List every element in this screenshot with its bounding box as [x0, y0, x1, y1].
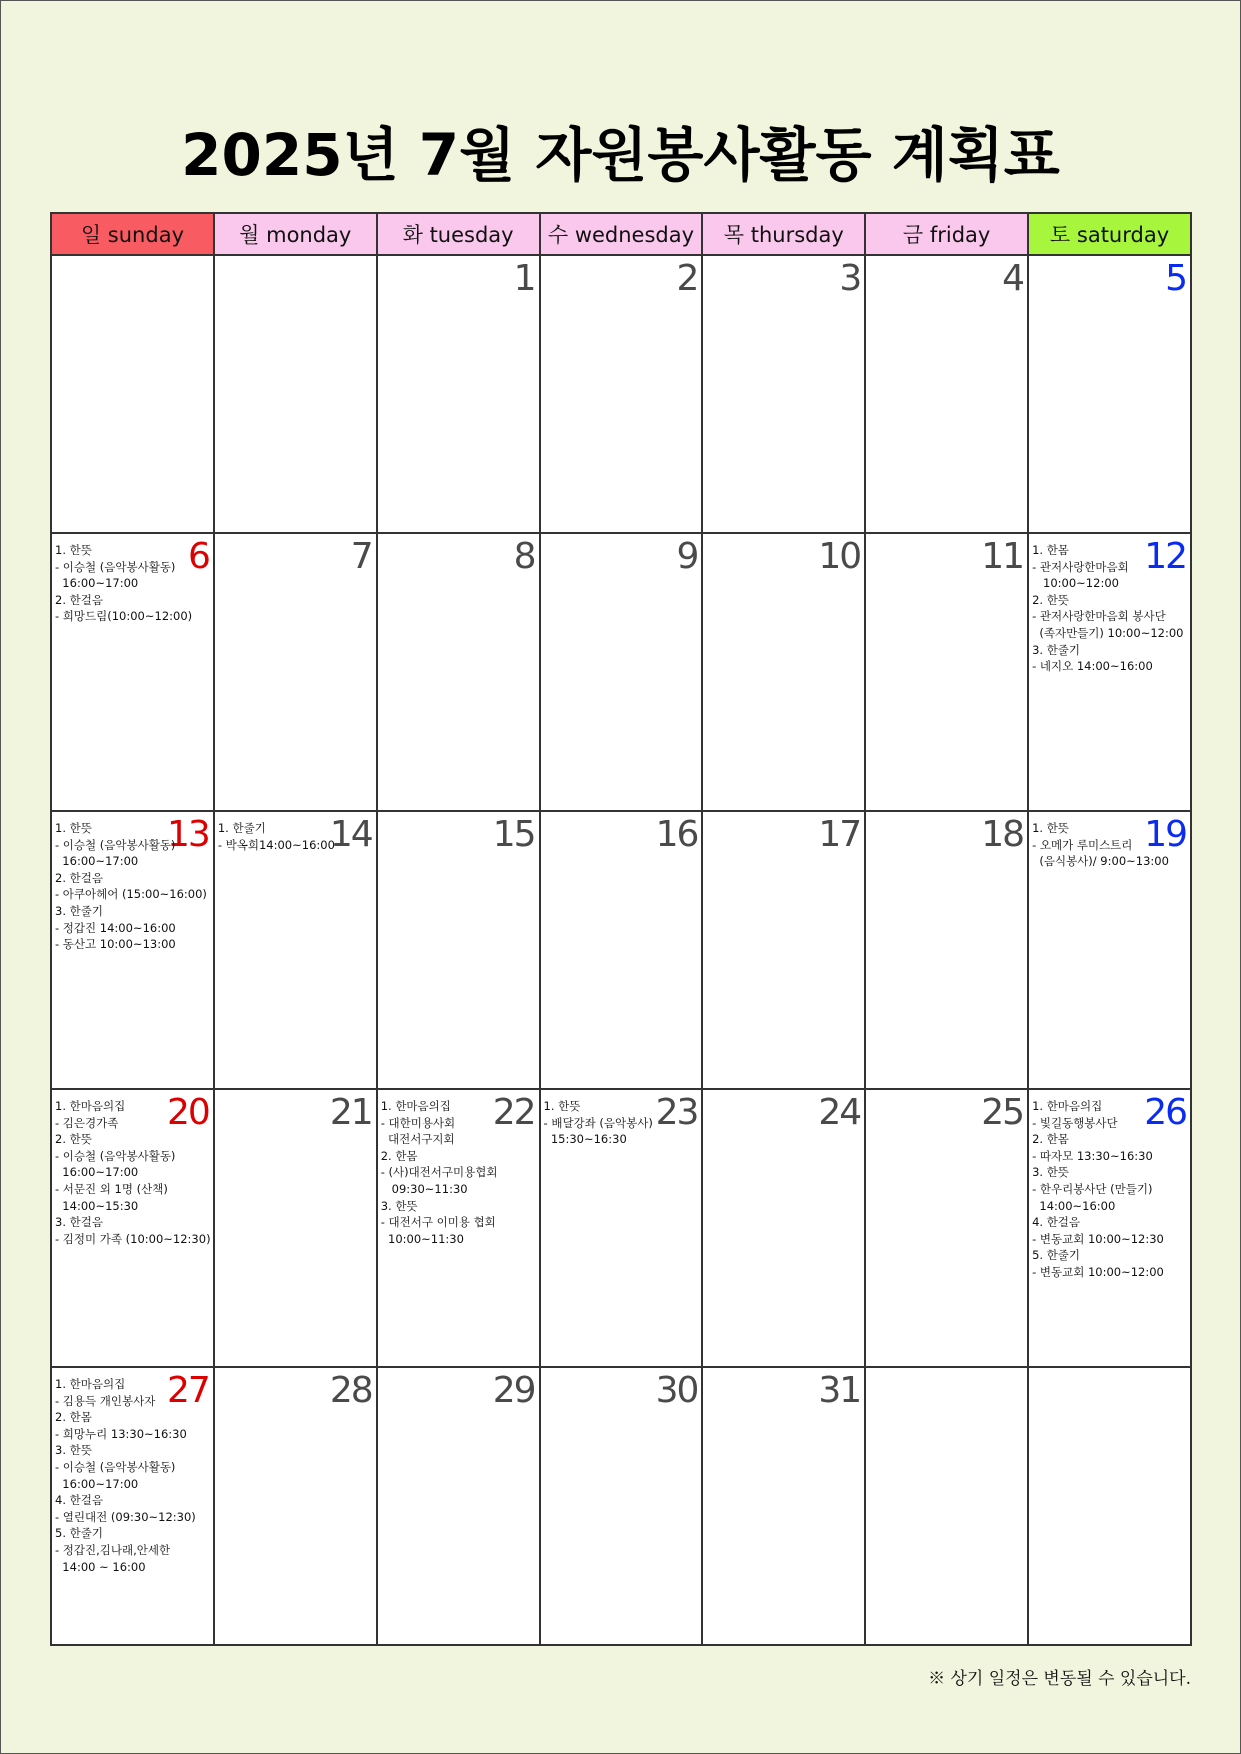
- day-cell: [865, 533, 1028, 811]
- day-cell: [540, 1367, 703, 1645]
- event-line: - 빛길동행봉사단: [1032, 1115, 1118, 1130]
- day-number: 6: [187, 536, 209, 577]
- event-list: [55, 542, 211, 625]
- event-line: 1. 한마음의집: [1032, 1099, 1103, 1113]
- event-line: 1. 한마음의집: [55, 1377, 126, 1391]
- day-number: 18: [981, 814, 1024, 855]
- header-sunday: 일 sunday: [51, 213, 214, 255]
- day-cell-content: [541, 812, 702, 1088]
- event-line: - 이승철 (음악봉사활동): [55, 837, 176, 852]
- day-number: 31: [818, 1370, 861, 1411]
- day-cell-content: [215, 1090, 376, 1366]
- day-cell-content: [866, 1090, 1027, 1366]
- event-list: [544, 1098, 700, 1148]
- event-line: - 관저사랑한마음회: [1032, 559, 1129, 574]
- event-line: - 변동교회 10:00~12:30: [1032, 1231, 1164, 1246]
- day-cell-content: [215, 812, 376, 1088]
- day-number: 3: [839, 258, 861, 299]
- day-cell-content: [215, 256, 376, 532]
- day-cell: [702, 255, 865, 533]
- day-cell-content: [52, 534, 213, 810]
- day-cell: [702, 533, 865, 811]
- day-cell: [1028, 811, 1191, 1089]
- weekday-header-row: [51, 213, 1191, 255]
- week-row: [51, 255, 1191, 533]
- day-cell: [377, 533, 540, 811]
- day-cell-content: [1029, 1368, 1190, 1644]
- day-cell-content: [52, 1368, 213, 1644]
- day-cell-content: [378, 1368, 539, 1644]
- day-cell-content: [866, 256, 1027, 532]
- day-cell-content: [378, 1090, 539, 1366]
- event-line: 16:00~17:00: [55, 576, 139, 591]
- event-line: - 따자모 13:30~16:30: [1032, 1148, 1153, 1163]
- event-line: 10:00~12:00: [1032, 576, 1119, 591]
- day-cell-content: [866, 534, 1027, 810]
- event-line: - 관저사랑한마음회 봉사단: [1032, 609, 1166, 624]
- day-cell: [1028, 1089, 1191, 1367]
- day-cell: [1028, 255, 1191, 533]
- event-list: [1032, 820, 1188, 870]
- header-thursday: 목 thursday: [702, 213, 865, 255]
- day-cell-content: [378, 534, 539, 810]
- event-line: 1. 한뜻: [55, 543, 92, 557]
- event-list: [55, 1098, 211, 1247]
- event-line: 1. 한마음의집: [55, 1099, 126, 1113]
- day-number: 5: [1165, 258, 1186, 299]
- day-cell: [865, 811, 1028, 1089]
- day-number: 9: [676, 536, 698, 577]
- event-line: - 네지오 14:00~16:00: [1032, 659, 1153, 674]
- day-number: 20: [167, 1092, 209, 1133]
- day-number: 10: [818, 536, 861, 577]
- event-list: [55, 820, 211, 953]
- day-number: 21: [329, 1092, 372, 1133]
- event-line: 3. 한뜻: [1032, 1165, 1069, 1180]
- day-number: 22: [492, 1092, 535, 1133]
- event-line: 16:00~17:00: [55, 1476, 139, 1491]
- event-line: 10:00~11:30: [380, 1231, 464, 1246]
- day-cell: [1028, 1367, 1191, 1645]
- day-cell: [702, 811, 865, 1089]
- day-cell: [51, 533, 214, 811]
- event-line: 1. 한뜻: [55, 821, 92, 835]
- event-list: [1032, 542, 1188, 675]
- calendar-grid: [50, 212, 1192, 1646]
- day-cell: [540, 1089, 703, 1367]
- day-cell: [702, 1089, 865, 1367]
- event-line: - 오메가 루미스트리: [1032, 837, 1133, 852]
- day-number: 24: [818, 1092, 861, 1133]
- day-cell: [1028, 533, 1191, 811]
- day-cell: [865, 255, 1028, 533]
- day-number: 30: [655, 1370, 698, 1411]
- footer-note: ※ 상기 일정은 변동될 수 있습니다.: [928, 1669, 1191, 1689]
- day-cell-content: [1029, 534, 1190, 810]
- day-cell-content: [866, 812, 1027, 1088]
- day-cell: [51, 255, 214, 533]
- day-number: 14: [329, 814, 372, 855]
- event-line: 3. 한뜻: [380, 1198, 418, 1213]
- event-line: 5. 한줄기: [55, 1526, 103, 1541]
- event-line: 3. 한줄기: [55, 903, 103, 918]
- day-cell-content: [866, 1368, 1027, 1644]
- day-cell: [540, 811, 703, 1089]
- day-cell: [377, 811, 540, 1089]
- event-line: - 김은경가족: [55, 1115, 119, 1130]
- day-cell: [865, 1089, 1028, 1367]
- day-cell-content: [52, 812, 213, 1088]
- event-line: - 한우리봉사단 (만들기): [1032, 1181, 1153, 1196]
- day-cell: [377, 255, 540, 533]
- event-line: - (사)대전서구미용협회: [380, 1165, 498, 1180]
- week-row: [51, 533, 1191, 811]
- day-cell-content: [541, 1368, 702, 1644]
- day-cell-content: [541, 1090, 702, 1366]
- event-line: 14:00 ~ 16:00: [55, 1559, 146, 1574]
- event-line: - 정갑진 14:00~16:00: [55, 920, 176, 935]
- header-tuesday: 화 tuesday: [377, 213, 540, 255]
- event-line: - 동산고 10:00~13:00: [55, 937, 176, 952]
- week-row: [51, 811, 1191, 1089]
- day-cell: [214, 533, 377, 811]
- day-cell: [702, 1367, 865, 1645]
- page-title: 2025년 7월 자원봉사활동 계획표: [181, 121, 1060, 189]
- day-cell-content: [215, 534, 376, 810]
- day-cell: [214, 1089, 377, 1367]
- day-cell: [377, 1089, 540, 1367]
- day-cell-content: [703, 1090, 864, 1366]
- day-cell-content: [215, 1368, 376, 1644]
- day-number: 7: [350, 536, 372, 577]
- event-line: 16:00~17:00: [55, 854, 139, 869]
- day-cell: [51, 811, 214, 1089]
- event-list: [1032, 1098, 1188, 1281]
- day-number: 29: [492, 1370, 535, 1411]
- day-cell-content: [378, 812, 539, 1088]
- event-line: 2. 한뜻: [55, 1132, 92, 1147]
- day-cell-content: [52, 1090, 213, 1366]
- day-cell: [377, 1367, 540, 1645]
- day-number: 25: [981, 1092, 1024, 1133]
- day-number: 16: [655, 814, 698, 855]
- day-number: 4: [1002, 258, 1024, 299]
- day-cell-content: [1029, 1090, 1190, 1366]
- day-number: 23: [655, 1092, 698, 1133]
- day-cell: [51, 1089, 214, 1367]
- day-cell-content: [1029, 812, 1190, 1088]
- event-line: 4. 한걸음: [55, 1493, 103, 1508]
- event-line: 2. 한걸음: [55, 870, 103, 885]
- event-line: 5. 한줄기: [1032, 1248, 1081, 1263]
- event-list: [381, 1098, 537, 1247]
- event-line: - 희망드림(10:00~12:00): [55, 609, 193, 624]
- day-cell: [214, 255, 377, 533]
- header-monday: 월 monday: [214, 213, 377, 255]
- day-number: 17: [818, 814, 861, 855]
- event-line: 4. 한걸음: [1032, 1215, 1081, 1230]
- event-line: 3. 한줄기: [1032, 642, 1081, 657]
- day-cell-content: [703, 812, 864, 1088]
- header-wednesday: 수 wednesday: [540, 213, 703, 255]
- day-cell: [214, 811, 377, 1089]
- day-cell-content: [378, 256, 539, 532]
- event-line: - 김용득 개인봉사자: [55, 1393, 156, 1408]
- event-line: 2. 한뜻: [1032, 592, 1069, 607]
- event-line: 14:00~16:00: [1032, 1198, 1116, 1213]
- day-cell-content: [703, 534, 864, 810]
- event-line: 2. 한몸: [1032, 1132, 1069, 1147]
- header-friday: 금 friday: [865, 213, 1028, 255]
- event-line: 1. 한뜻: [1032, 821, 1069, 835]
- day-cell-content: [703, 256, 864, 532]
- event-line: - 아쿠아헤어 (15:00~16:00): [55, 887, 207, 902]
- event-line: 1. 한뜻: [543, 1099, 581, 1113]
- day-number: 13: [167, 814, 209, 855]
- day-number: 28: [329, 1370, 372, 1411]
- header-saturday: 토 saturday: [1028, 213, 1191, 255]
- event-line: 1. 한마음의집: [380, 1099, 451, 1113]
- event-line: - 이승철 (음악봉사활동): [55, 1459, 176, 1474]
- day-cell-content: [1029, 256, 1190, 532]
- day-cell: [214, 1367, 377, 1645]
- event-line: - 희망누리 13:30~16:30: [55, 1426, 187, 1441]
- week-row: [51, 1367, 1191, 1645]
- event-list: [55, 1376, 211, 1575]
- event-line: 14:00~15:30: [55, 1198, 139, 1213]
- event-line: - 정갑진,김나래,안세한: [55, 1542, 171, 1557]
- event-line: 2. 한몸: [55, 1410, 92, 1425]
- day-cell: [540, 255, 703, 533]
- day-number: 15: [492, 814, 535, 855]
- day-number: 2: [676, 258, 698, 299]
- event-line: 3. 한걸음: [55, 1215, 103, 1230]
- day-number: 1: [513, 258, 535, 299]
- event-line: - 박옥희14:00~16:00: [217, 837, 335, 852]
- event-line: (음식봉사)/ 9:00~13:00: [1032, 854, 1169, 869]
- day-cell-content: [541, 534, 702, 810]
- event-line: 3. 한뜻: [55, 1443, 92, 1458]
- day-number: 27: [167, 1370, 209, 1411]
- day-cell-content: [703, 1368, 864, 1644]
- event-line: - 변동교회 10:00~12:00: [1032, 1264, 1164, 1279]
- event-line: - 서문진 외 1명 (산책): [55, 1181, 168, 1196]
- event-line: 1. 한몸: [1032, 543, 1069, 557]
- event-line: (족자만들기) 10:00~12:00: [1032, 625, 1184, 640]
- day-cell: [51, 1367, 214, 1645]
- event-line: - 배달강좌 (음악봉사): [543, 1115, 653, 1130]
- day-cell: [540, 533, 703, 811]
- event-line: - 이승철 (음악봉사활동): [55, 559, 176, 574]
- event-line: 2. 한몸: [380, 1148, 418, 1163]
- event-line: - 열린대전 (09:30~12:30): [55, 1509, 196, 1524]
- day-number: 11: [981, 536, 1024, 577]
- day-number: 12: [1144, 536, 1186, 577]
- day-number: 19: [1144, 814, 1186, 855]
- day-cell-content: [52, 256, 213, 532]
- day-number: 26: [1144, 1092, 1186, 1133]
- event-line: - 대한미용사회: [380, 1115, 456, 1130]
- day-number: 8: [513, 536, 535, 577]
- event-line: 1. 한줄기: [217, 821, 266, 835]
- event-line: - 김정미 가족 (10:00~12:30): [55, 1231, 211, 1246]
- event-line: 09:30~11:30: [380, 1181, 468, 1196]
- event-line: 대전서구지회: [380, 1132, 455, 1147]
- week-row: [51, 1089, 1191, 1367]
- event-list: [218, 820, 374, 853]
- day-cell-content: [541, 256, 702, 532]
- event-line: 15:30~16:30: [543, 1132, 627, 1147]
- event-line: - 이승철 (음악봉사활동): [55, 1148, 176, 1163]
- event-line: 16:00~17:00: [55, 1165, 139, 1180]
- event-line: - 대전서구 이미용 협회: [380, 1215, 496, 1230]
- day-cell: [865, 1367, 1028, 1645]
- event-line: 2. 한걸음: [55, 592, 103, 607]
